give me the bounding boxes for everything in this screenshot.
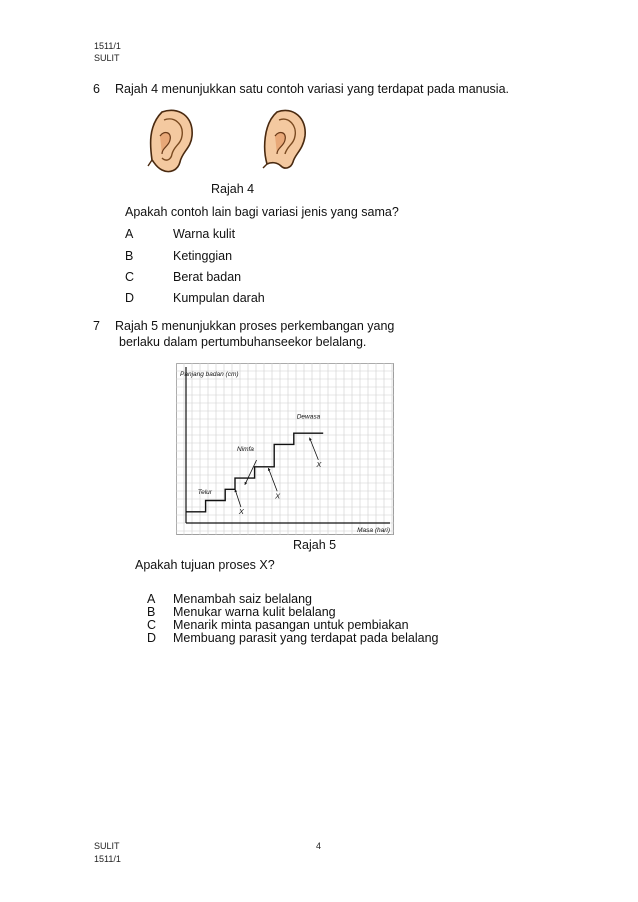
x-axis-label: Masa (hari) (357, 527, 390, 534)
label-nimfa: Nimfa (236, 446, 254, 454)
q6-option-d-text: Kumpulan darah (173, 291, 265, 305)
label-x-2: X (275, 491, 281, 501)
q6-option-a-text: Warna kulit (173, 227, 236, 241)
footer-code: 1511/1 (94, 854, 121, 864)
q7-option-a-text: Menambah saiz belalang (173, 592, 312, 606)
label-x-3: X (316, 459, 322, 469)
growth-chart (176, 363, 394, 535)
q7-option-b-text: Menukar warna kulit belalang (173, 605, 336, 619)
q6-figure-caption: Rajah 4 (211, 182, 255, 196)
q6-option-b-letter: B (125, 249, 134, 263)
ear-image-left (142, 106, 200, 176)
q6-number: 6 (93, 82, 100, 96)
q7-option-d-letter: D (147, 631, 157, 645)
q7-option-c-text: Menarik minta pasangan untuk pembiakan (173, 618, 409, 632)
header-label: SULIT (94, 53, 120, 63)
q7-option-d-text: Membuang parasit yang terdapat pada belalang (173, 631, 439, 645)
q6-option-b-text: Ketinggian (173, 249, 233, 263)
q7-option-b-letter: B (147, 605, 156, 619)
chart-frame (177, 364, 394, 535)
label-x-1: X (238, 507, 244, 517)
q7-stem-line1: Rajah 5 menunjukkan proses perkembangan yang (115, 319, 395, 333)
q6-option-a-letter: A (125, 227, 134, 241)
q7-option-a-letter: A (147, 592, 156, 606)
footer-page-number: 4 (316, 841, 322, 851)
label-telur: Telur (197, 488, 212, 496)
q6-option-c-text: Berat badan (173, 270, 242, 284)
q6-option-d-letter: D (125, 291, 135, 305)
q6-option-c-letter: C (125, 270, 135, 284)
y-axis-label: Panjang badan (cm) (180, 371, 239, 378)
q7-figure-caption: Rajah 5 (293, 538, 337, 552)
header-code: 1511/1 (94, 41, 121, 51)
ear-image-right (255, 106, 313, 176)
label-dewasa: Dewasa (296, 413, 321, 421)
q7-stem-line2: berlaku dalam pertumbuhanseekor belalang. (119, 335, 367, 349)
q7-number: 7 (93, 319, 100, 333)
q6-question: Apakah contoh lain bagi variasi jenis yang sama? (125, 205, 399, 219)
chart-grid (176, 363, 394, 535)
q7-question: Apakah tujuan proses X? (135, 558, 275, 572)
q7-option-c-letter: C (147, 618, 157, 632)
footer-label: SULIT (94, 841, 120, 851)
q6-stem: Rajah 4 menunjukkan satu contoh variasi yang terdapat pada manusia. (115, 82, 510, 96)
